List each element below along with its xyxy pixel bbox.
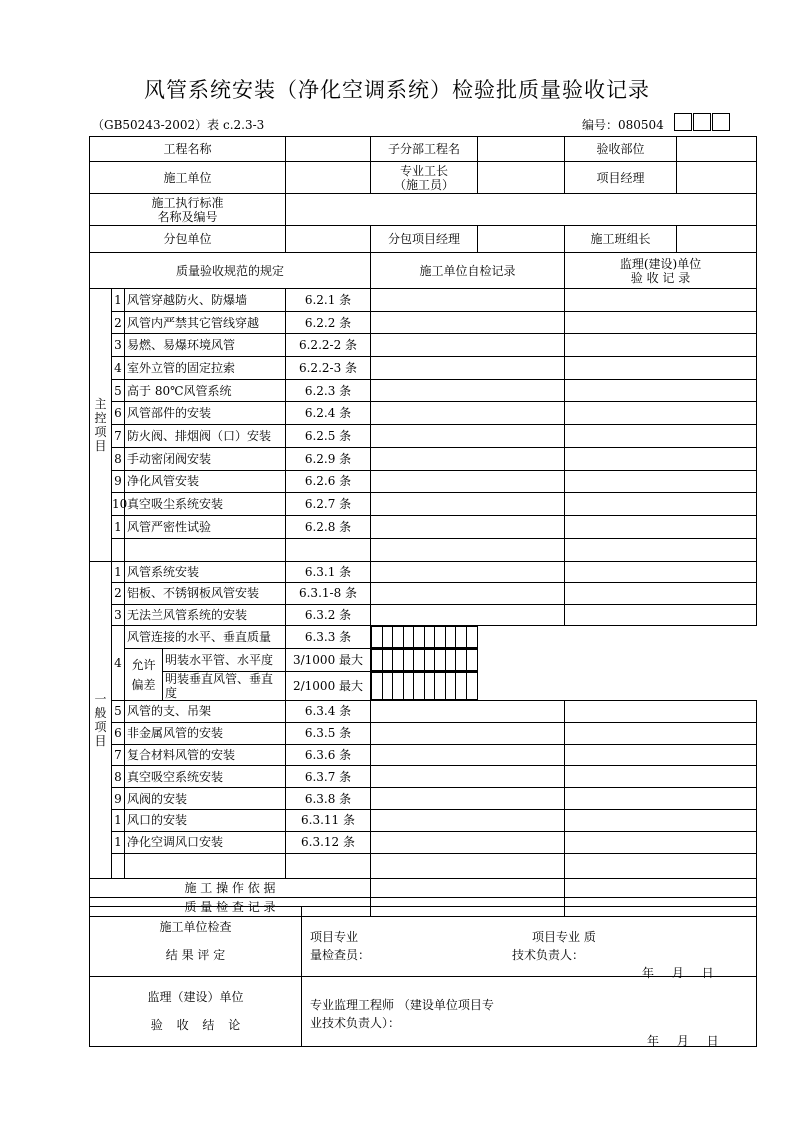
project-manager-value[interactable] [677, 162, 757, 194]
project-name-value[interactable] [286, 137, 371, 162]
check-grid-cell[interactable] [393, 673, 404, 700]
check-grid-cell[interactable] [435, 673, 446, 700]
self-check-cell[interactable] [371, 402, 565, 425]
self-check-cell[interactable] [371, 515, 565, 538]
self-check-cell[interactable] [371, 538, 565, 561]
operation-basis-label: 施 工 操 作 依 据 [90, 878, 371, 897]
self-check-cell[interactable] [371, 831, 565, 853]
item-clause: 6.3.3 条 [286, 626, 371, 649]
deviation-grid [371, 672, 478, 701]
item-number: 7 [112, 744, 125, 766]
tech-lead-label-line1: 项目专业 质 [532, 930, 596, 944]
supervision-record-cell[interactable] [565, 470, 757, 493]
check-grid-cell[interactable] [393, 650, 404, 671]
sub-item-description: 明装垂直风管、垂直度 [163, 672, 286, 701]
code-boxes[interactable] [674, 113, 731, 132]
spec-header: 质量验收规范的规定 [90, 253, 371, 289]
supervision-header-line1: 监理(建设)单位 [619, 256, 702, 271]
check-grid-cell[interactable] [466, 627, 477, 648]
item-number: 9 [112, 470, 125, 493]
item-clause: 6.2.3 条 [286, 379, 371, 402]
check-grid-cell[interactable] [466, 673, 477, 700]
check-grid [371, 626, 477, 648]
page-title: 风管系统安装（净化空调系统）检验批质量验收记录 [144, 78, 650, 102]
check-grid-cell[interactable] [424, 650, 435, 671]
self-check-cell[interactable] [371, 583, 565, 605]
blank-clause[interactable] [286, 538, 371, 561]
foreman-line2: （施工员） [394, 177, 455, 192]
construction-eval-title [90, 907, 302, 977]
tech-lead-label-line2: 技术负责人： [512, 948, 585, 962]
check-item-row [90, 604, 757, 626]
item-description: 风口的安装 [125, 810, 286, 832]
acceptance-part-label: 验收部位 [565, 137, 677, 162]
foreman-value[interactable] [478, 162, 565, 194]
item-clause: 6.2.7 条 [286, 493, 371, 516]
self-check-cell[interactable] [371, 357, 565, 380]
section-label-char: 目 [94, 438, 107, 453]
supervision-record-cell[interactable] [565, 538, 757, 561]
main-control-items [90, 289, 757, 562]
check-item-row [90, 583, 757, 605]
item-clause: 6.2.8 条 [286, 515, 371, 538]
check-grid-cell[interactable] [445, 650, 456, 671]
check-item-row [90, 379, 757, 402]
evaluation-table [89, 906, 757, 1047]
item-number: 2 [112, 583, 125, 605]
item-clause: 6.3.2 条 [286, 604, 371, 626]
item-clause: 6.2.2 条 [286, 311, 371, 334]
supervision-record-cell[interactable] [565, 722, 757, 744]
item-clause: 6.2.1 条 [286, 289, 371, 312]
item-number: 1 [112, 810, 125, 832]
supervision-engineer-line2: 业技术负责人）： [310, 1016, 401, 1030]
check-grid-cell[interactable] [445, 627, 456, 648]
info-row [90, 137, 757, 162]
check-item-row [90, 334, 757, 357]
deviation-grid [371, 649, 478, 672]
self-check-cell[interactable] [371, 604, 565, 626]
inspector-label-line1: 项目专业 [310, 930, 359, 944]
section-label-char: 项 [94, 719, 107, 734]
sub-item-value: 2/1000 最大 [286, 672, 371, 701]
self-check-cell[interactable] [371, 561, 565, 583]
supervision-record-cell[interactable] [565, 604, 757, 626]
general-items [90, 561, 757, 878]
item-description: 风管的支、吊架 [125, 701, 286, 723]
self-check-cell[interactable] [371, 470, 565, 493]
check-item-row [90, 515, 757, 538]
supervision-engineer-line1: 专业监理工程师 （建设单位项目专 [310, 998, 494, 1012]
standard-line2: 名称及编号 [157, 209, 218, 224]
allowed-deviation-label [125, 649, 163, 701]
team-leader-value[interactable] [677, 226, 757, 253]
inspection-table [89, 136, 757, 917]
check-item-row [90, 766, 757, 788]
self-check-cell[interactable] [371, 493, 565, 516]
check-item-row [90, 810, 757, 832]
foreman-line1: 专业工长 [400, 163, 449, 178]
supervision-record-cell[interactable] [565, 766, 757, 788]
check-grid-cell[interactable] [372, 627, 383, 648]
sub-item-value: 3/1000 最大 [286, 649, 371, 672]
main-control-label [90, 289, 112, 562]
check-grid-cell[interactable] [456, 650, 467, 671]
supervision-record-cell[interactable] [565, 402, 757, 425]
item-clause: 6.2.6 条 [286, 470, 371, 493]
check-grid-cell[interactable] [435, 650, 446, 671]
record-code: 编号：080504 [582, 118, 664, 132]
item-number: 8 [112, 447, 125, 470]
item-description: 室外立管的固定拉索 [125, 357, 286, 380]
item-description: 真空吸空系统安装 [125, 766, 286, 788]
info-row [90, 162, 757, 194]
item-number: 4 [112, 357, 125, 380]
code-box[interactable] [712, 113, 730, 131]
supervision-eval-content[interactable] [302, 977, 757, 1047]
item-description: 无法兰风管系统的安装 [125, 604, 286, 626]
construction-unit-value[interactable] [286, 162, 371, 194]
self-check-cell[interactable] [371, 853, 565, 878]
allowed-line1: 允许 [131, 657, 156, 672]
self-check-cell[interactable] [371, 334, 565, 357]
supervision-record-cell[interactable] [565, 447, 757, 470]
blank-number[interactable] [112, 853, 125, 878]
self-check-cell[interactable] [371, 311, 565, 334]
item-description: 高于 80℃风管系统 [125, 379, 286, 402]
supervision-record-cell[interactable] [565, 744, 757, 766]
supervision-record-cell[interactable] [565, 379, 757, 402]
sub-pm-value[interactable] [478, 226, 565, 253]
supervision-record-cell[interactable] [565, 561, 757, 583]
supervision-eval-title [90, 977, 302, 1047]
item-description: 真空吸尘系统安装 [125, 493, 286, 516]
check-grid-cell[interactable] [456, 627, 467, 648]
deviation-grid [371, 626, 478, 649]
item-description: 手动密闭阀安装 [125, 447, 286, 470]
item-description: 风管内严禁其它管线穿越 [125, 311, 286, 334]
blank-row [90, 853, 757, 878]
item-clause: 6.2.5 条 [286, 425, 371, 448]
basis-row [90, 878, 757, 897]
item-clause: 6.2.2-2 条 [286, 334, 371, 357]
section-label-char: 一 [94, 691, 107, 706]
item-clause: 6.3.11 条 [286, 810, 371, 832]
item-number: 7 [112, 425, 125, 448]
check-item-row [90, 289, 757, 312]
item-number: 9 [112, 788, 125, 810]
construction-eval-row [90, 907, 757, 977]
item-number: 10 [112, 493, 125, 516]
project-manager-label: 项目经理 [565, 162, 677, 194]
item-description: 防火阀、排烟阀（口）安装 [125, 425, 286, 448]
supervision-record-cell[interactable] [565, 425, 757, 448]
check-grid-cell[interactable] [414, 650, 425, 671]
check-grid-cell[interactable] [393, 627, 404, 648]
item-number: 2 [112, 311, 125, 334]
operation-basis-value[interactable] [371, 878, 565, 897]
check-grid-cell[interactable] [414, 673, 425, 700]
self-check-header: 施工单位自检记录 [371, 253, 565, 289]
allowed-line2: 偏差 [131, 677, 156, 692]
check-item-row [90, 402, 757, 425]
blank-number[interactable] [112, 538, 125, 561]
item-description: 风管连接的水平、垂直质量 [125, 626, 286, 649]
item-number: 5 [112, 701, 125, 723]
standard-line1: 施工执行标准 [151, 195, 224, 210]
item-description: 易燃、易爆环境风管 [125, 334, 286, 357]
info-row [90, 194, 757, 226]
construction-eval-line1: 施工单位检查 [159, 920, 232, 934]
supervision-record-cell[interactable] [565, 583, 757, 605]
sub-project-value[interactable] [478, 137, 565, 162]
item-number: 5 [112, 379, 125, 402]
check-grid [371, 672, 477, 700]
check-item-row [90, 357, 757, 380]
sub-unit-value[interactable] [286, 226, 371, 253]
check-item-row [90, 493, 757, 516]
supervision-record-cell[interactable] [565, 701, 757, 723]
blank-clause[interactable] [286, 853, 371, 878]
check-item-row [90, 701, 757, 723]
check-grid [371, 649, 477, 671]
section-label-char: 控 [94, 410, 107, 425]
check-grid-cell[interactable] [424, 673, 435, 700]
check-grid-cell[interactable] [435, 627, 446, 648]
item-number: 6 [112, 722, 125, 744]
inspector-label-line2: 量检查员： [310, 948, 371, 962]
item-number: 6 [112, 402, 125, 425]
supervision-record-cell[interactable] [565, 334, 757, 357]
check-item-row [90, 788, 757, 810]
section-label-char: 目 [94, 733, 107, 748]
construction-eval-date: 年 月 日 [642, 966, 714, 980]
info-row [90, 226, 757, 253]
inspection-record-label: 质 量 检 查 记 录 [90, 897, 371, 916]
item-description: 非金属风管的安装 [125, 722, 286, 744]
item-number: 1 [112, 561, 125, 583]
item-clause: 6.3.7 条 [286, 766, 371, 788]
blank-row [90, 538, 757, 561]
code-box[interactable] [693, 113, 711, 131]
self-check-cell[interactable] [371, 701, 565, 723]
item-description: 复合材料风管的安装 [125, 744, 286, 766]
check-grid-cell[interactable] [456, 673, 467, 700]
item-description: 风管穿越防火、防爆墙 [125, 289, 286, 312]
supervision-record-cell[interactable] [565, 853, 757, 878]
item-description: 风管部件的安装 [125, 402, 286, 425]
check-item-row [90, 672, 757, 701]
check-grid-cell[interactable] [445, 673, 456, 700]
check-item-row [90, 744, 757, 766]
item-clause: 6.3.5 条 [286, 722, 371, 744]
team-leader-label: 施工班组长 [565, 226, 677, 253]
standard-reference: （GB50243-2002）表 c.2.3-3 [92, 118, 265, 132]
item-clause: 6.3.1-8 条 [286, 583, 371, 605]
standard-value[interactable] [286, 194, 757, 226]
item-clause: 6.2.2-3 条 [286, 357, 371, 380]
supervision-record-cell[interactable] [565, 311, 757, 334]
item-number: 8 [112, 766, 125, 788]
check-grid-cell[interactable] [466, 650, 477, 671]
check-grid-cell[interactable] [403, 673, 414, 700]
item-clause: 6.3.12 条 [286, 831, 371, 853]
check-grid-cell[interactable] [424, 627, 435, 648]
blank-description[interactable] [125, 538, 286, 561]
supervision-record-cell[interactable] [565, 515, 757, 538]
check-item-row [90, 470, 757, 493]
sub-pm-label: 分包项目经理 [371, 226, 478, 253]
section-label-char: 般 [94, 705, 107, 720]
check-item-row [90, 425, 757, 448]
item-number: 1 [112, 515, 125, 538]
check-grid-cell[interactable] [403, 627, 414, 648]
self-check-cell[interactable] [371, 379, 565, 402]
self-check-cell[interactable] [371, 766, 565, 788]
item-clause: 6.3.8 条 [286, 788, 371, 810]
item-number: 1 [112, 289, 125, 312]
self-check-cell[interactable] [371, 722, 565, 744]
sub-project-label: 子分部工程名 [371, 137, 478, 162]
self-check-cell[interactable] [371, 810, 565, 832]
item-description: 风管严密性试验 [125, 515, 286, 538]
item-clause: 6.2.9 条 [286, 447, 371, 470]
construction-eval-content[interactable] [302, 907, 757, 980]
general-items-label [90, 561, 112, 878]
supervision-header-line2: 验 收 记 录 [630, 270, 691, 285]
self-check-cell[interactable] [371, 425, 565, 448]
blank-description[interactable] [125, 853, 286, 878]
item-number: 3 [112, 604, 125, 626]
check-grid-cell[interactable] [382, 627, 393, 648]
section-header-row [90, 253, 757, 289]
supervision-record-cell[interactable] [565, 810, 757, 832]
standard-label [90, 194, 286, 226]
item-description: 风管系统安装 [125, 561, 286, 583]
supervision-record-cell[interactable] [565, 289, 757, 312]
supervision-record-cell[interactable] [565, 831, 757, 853]
check-grid-cell[interactable] [372, 650, 383, 671]
supervision-record-cell[interactable] [565, 788, 757, 810]
section-label-char: 主 [94, 396, 107, 411]
check-item-row [90, 831, 757, 853]
self-check-cell[interactable] [371, 788, 565, 810]
item-number: 1 [112, 831, 125, 853]
self-check-cell[interactable] [371, 447, 565, 470]
item-description: 净化空调风口安装 [125, 831, 286, 853]
item-clause: 6.2.4 条 [286, 402, 371, 425]
sub-item-description: 明装水平管、水平度 [163, 649, 286, 672]
check-grid-cell[interactable] [382, 650, 393, 671]
check-item-row [90, 722, 757, 744]
supervision-eval-line2: 验 收 结 论 [150, 1018, 241, 1032]
section-label-char: 项 [94, 424, 107, 439]
supervision-eval-date: 年 月 日 [647, 1034, 719, 1048]
check-item-row [90, 561, 757, 583]
item-description: 风阀的安装 [125, 788, 286, 810]
acceptance-part-value[interactable] [677, 137, 757, 162]
check-item-row [90, 649, 757, 672]
item-clause: 6.3.6 条 [286, 744, 371, 766]
project-name-label: 工程名称 [90, 137, 286, 162]
item-description: 铝板、不锈钢板风管安装 [125, 583, 286, 605]
construction-eval-line2: 结 果 评 定 [165, 948, 226, 962]
check-grid-cell[interactable] [382, 673, 393, 700]
supervision-eval-row [90, 977, 757, 1047]
check-item-row [90, 626, 757, 649]
code-box[interactable] [674, 113, 692, 131]
check-grid-cell[interactable] [414, 627, 425, 648]
item-description: 净化风管安装 [125, 470, 286, 493]
construction-unit-label: 施工单位 [90, 162, 286, 194]
check-grid-cell[interactable] [403, 650, 414, 671]
self-check-cell[interactable] [371, 289, 565, 312]
operation-basis-supervision[interactable] [565, 878, 757, 897]
check-item-row [90, 311, 757, 334]
self-check-cell[interactable] [371, 744, 565, 766]
supervision-eval-line1: 监理（建设）单位 [147, 990, 244, 1004]
supervision-record-cell[interactable] [565, 493, 757, 516]
item-clause: 6.3.4 条 [286, 701, 371, 723]
item-clause: 6.3.1 条 [286, 561, 371, 583]
supervision-header [565, 253, 757, 289]
check-item-row [90, 447, 757, 470]
item-number: 4 [112, 626, 125, 701]
check-grid-cell[interactable] [372, 673, 383, 700]
item-number: 3 [112, 334, 125, 357]
foreman-label [371, 162, 478, 194]
supervision-record-cell[interactable] [565, 357, 757, 380]
sub-unit-label: 分包单位 [90, 226, 286, 253]
